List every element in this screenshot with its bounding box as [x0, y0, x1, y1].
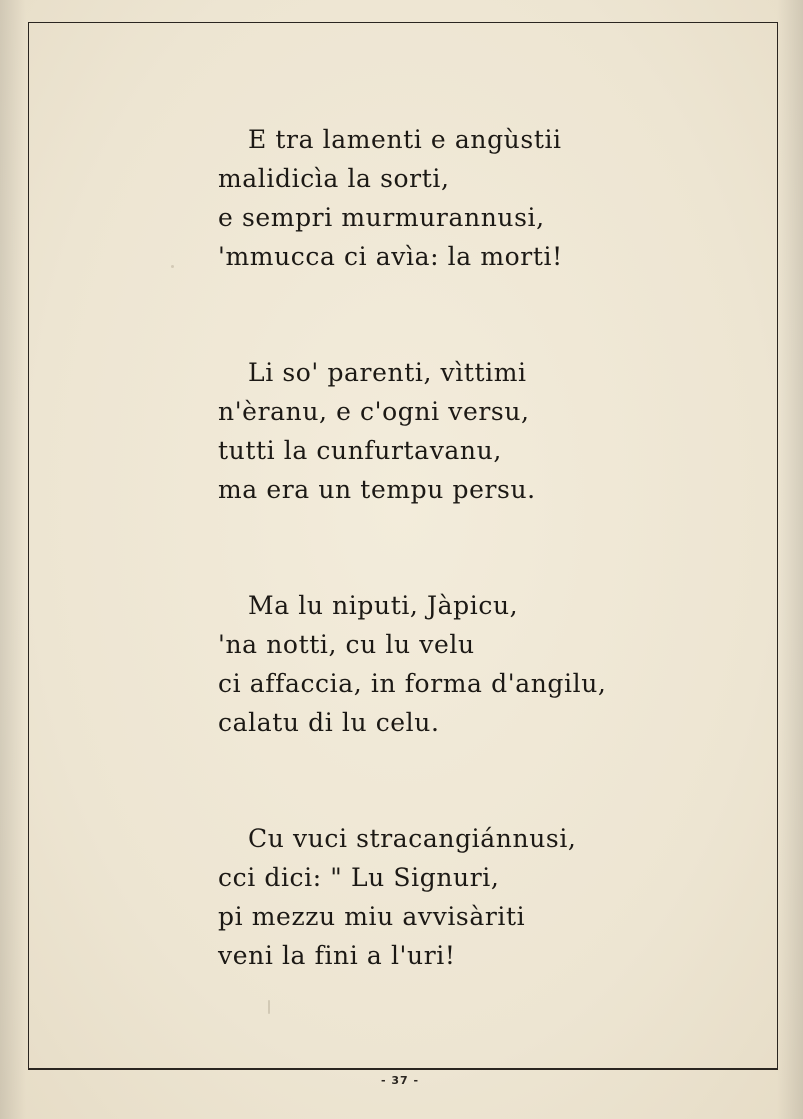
poem-line: Ma lu niputi, Jàpicu, — [248, 591, 519, 620]
poem-line: cci dici: " Lu Signuri, — [218, 863, 500, 892]
poem-line: Cu vuci stracangiánnusi, — [248, 824, 577, 853]
paper-speck — [268, 1000, 270, 1014]
poem-line: e sempri murmurannusi, — [218, 203, 545, 232]
poem-line: ci affaccia, in forma d'angilu, — [218, 669, 607, 698]
page-edge-shadow-left — [0, 0, 26, 1119]
stanza — [218, 819, 678, 975]
poem-line: calatu di lu celu. — [218, 708, 440, 737]
bottom-rule — [28, 1068, 778, 1070]
poem-line: ma era un tempu persu. — [218, 475, 536, 504]
poem-line: 'na notti, cu lu velu — [218, 630, 475, 659]
poem — [218, 120, 678, 975]
paper-speck — [171, 265, 174, 268]
poem-line: veni la fini a l'uri! — [218, 941, 456, 970]
poem-line: E tra lamenti e angùstii — [248, 125, 562, 154]
stanza — [218, 120, 678, 276]
poem-line: pi mezzu miu avvisàriti — [218, 902, 526, 931]
page-edge-shadow-right — [777, 0, 803, 1119]
poem-line: 'mmucca ci avìa: la morti! — [218, 242, 563, 271]
poem-line: Li so' parenti, vìttimi — [248, 358, 527, 387]
page-number: - 37 - — [380, 1074, 420, 1087]
poem-line: tutti la cunfurtavanu, — [218, 436, 502, 465]
poem-line: malidicìa la sorti, — [218, 164, 450, 193]
stanza — [218, 586, 678, 742]
poem-line: n'èranu, e c'ogni versu, — [218, 397, 530, 426]
stanza — [218, 353, 678, 509]
